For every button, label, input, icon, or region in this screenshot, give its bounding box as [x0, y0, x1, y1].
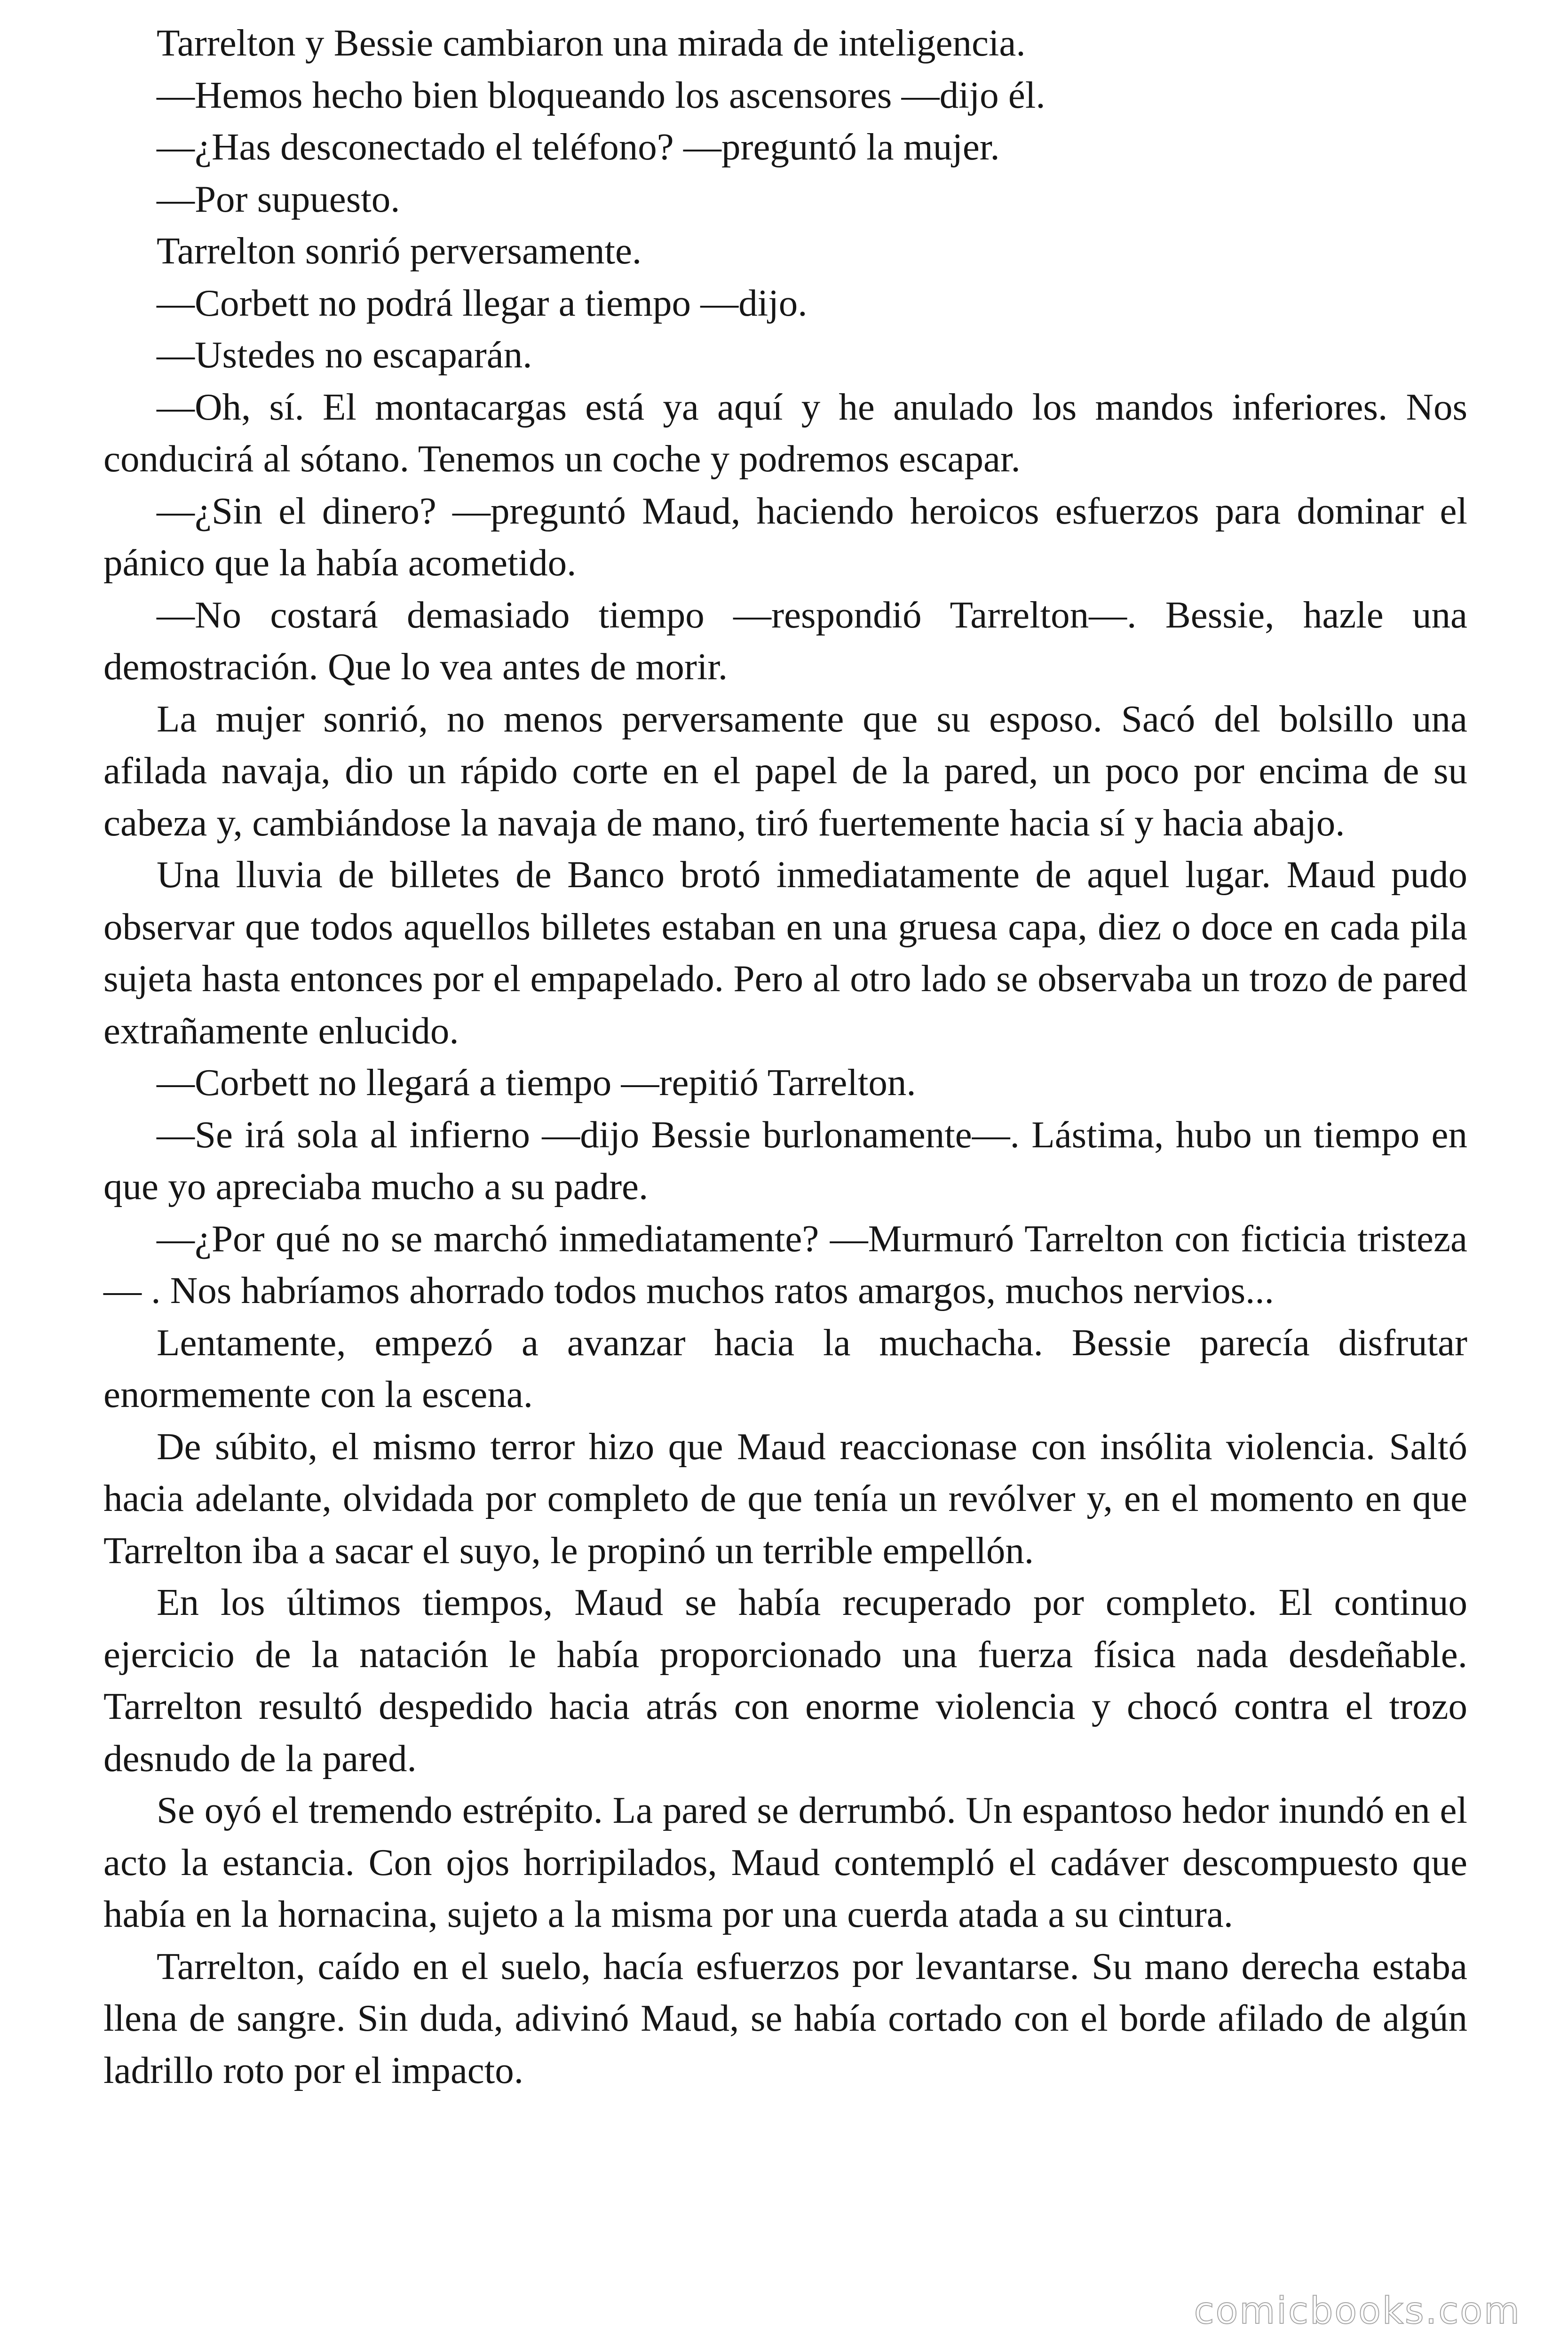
paragraph-5: Tarrelton sonrió perversamente. — [157, 230, 642, 272]
paragraph-13: —Corbett no llegará a tiempo —repitió Tarrelton. — [157, 1061, 916, 1104]
page-text — [103, 17, 1467, 2096]
paragraph-14: —Se irá sola al infierno —dijo Bessie burlonamente—. Lástima, hubo un tiempo en que yo apreciaba mucho a su padre. — [103, 1113, 1467, 1208]
paragraph-17: De súbito, el mismo terror hizo que Maud reaccionase con insólita violencia. Saltó hacia adelante, olvidada por completo de que tenía un revólver y, en el momento en que Tarrelton iba a sacar el suyo, le propinó un terrible empellón. — [103, 1425, 1467, 1572]
paragraph-2: —Hemos hecho bien bloqueando los ascensores —dijo él. — [157, 73, 1045, 116]
paragraph-6: —Corbett no podrá llegar a tiempo —dijo. — [157, 281, 808, 324]
paragraph-15: —¿Por qué no se marchó inmediatamente? —Murmuró Tarrelton con ficticia tristeza— . Nos habríamos ahorrado todos muchos ratos amargos, muchos nervios... — [103, 1217, 1467, 1311]
paragraph-19: Se oyó el tremendo estrépito. La pared se derrumbó. Un espantoso hedor inundó en el acto la estancia. Con ojos horripilados, Maud contempló el cadáver descompuesto que había en la hornacina, sujeto a la misma por una cuerda atada a su cintura. — [103, 1789, 1467, 1935]
paragraph-11: La mujer sonrió, no menos perversamente que su esposo. Sacó del bolsillo una afilada navaja, dio un rápido corte en el papel de la pared, un poco por encima de su cabeza y, cambiándose la navaja de mano, tiró fuertemente hacia sí y hacia abajo. — [103, 697, 1467, 844]
paragraph-4: —Por supuesto. — [157, 177, 400, 220]
paragraph-8: —Oh, sí. El montacargas está ya aquí y he anulado los mandos inferiores. Nos conducirá al sótano. Tenemos un coche y podremos escapar. — [103, 385, 1467, 480]
paragraph-20: Tarrelton, caído en el suelo, hacía esfuerzos por levantarse. Su mano derecha estaba llena de sangre. Sin duda, adivinó Maud, se había cortado con el borde afilado de algún ladrillo roto por el impacto. — [103, 1945, 1467, 2091]
watermark: comicbooks.com — [1194, 2290, 1521, 2332]
paragraph-1: Tarrelton y Bessie cambiaron una mirada de inteligencia. — [157, 22, 1026, 64]
paragraph-9: —¿Sin el dinero? —preguntó Maud, haciendo heroicos esfuerzos para dominar el pánico que la había acometido. — [103, 489, 1467, 584]
paragraph-16: Lentamente, empezó a avanzar hacia la muchacha. Bessie parecía disfrutar enormemente con la escena. — [103, 1321, 1467, 1415]
paragraph-7: —Ustedes no escaparán. — [157, 334, 532, 376]
paragraph-18: En los últimos tiempos, Maud se había recuperado por completo. El continuo ejercicio de la natación le había proporcionado una fuerza física nada desdeñable. Tarrelton resultó despedido hacia atrás con enorme violencia y chocó contra el trozo desnudo de la pared. — [103, 1581, 1467, 1780]
paragraph-12: Una lluvia de billetes de Banco brotó inmediatamente de aquel lugar. Maud pudo observar que todos aquellos billetes estaban en una gruesa capa, diez o doce en cada pila sujeta hasta entonces por el empapelado. Pero al otro lado se observaba un trozo de pared extrañamente enlucido. — [103, 853, 1467, 1052]
paragraph-3: —¿Has desconectado el teléfono? —preguntó la mujer. — [157, 126, 1000, 168]
paragraph-10: —No costará demasiado tiempo —respondió Tarrelton—. Bessie, hazle una demostración. Que lo vea antes de morir. — [103, 593, 1467, 688]
